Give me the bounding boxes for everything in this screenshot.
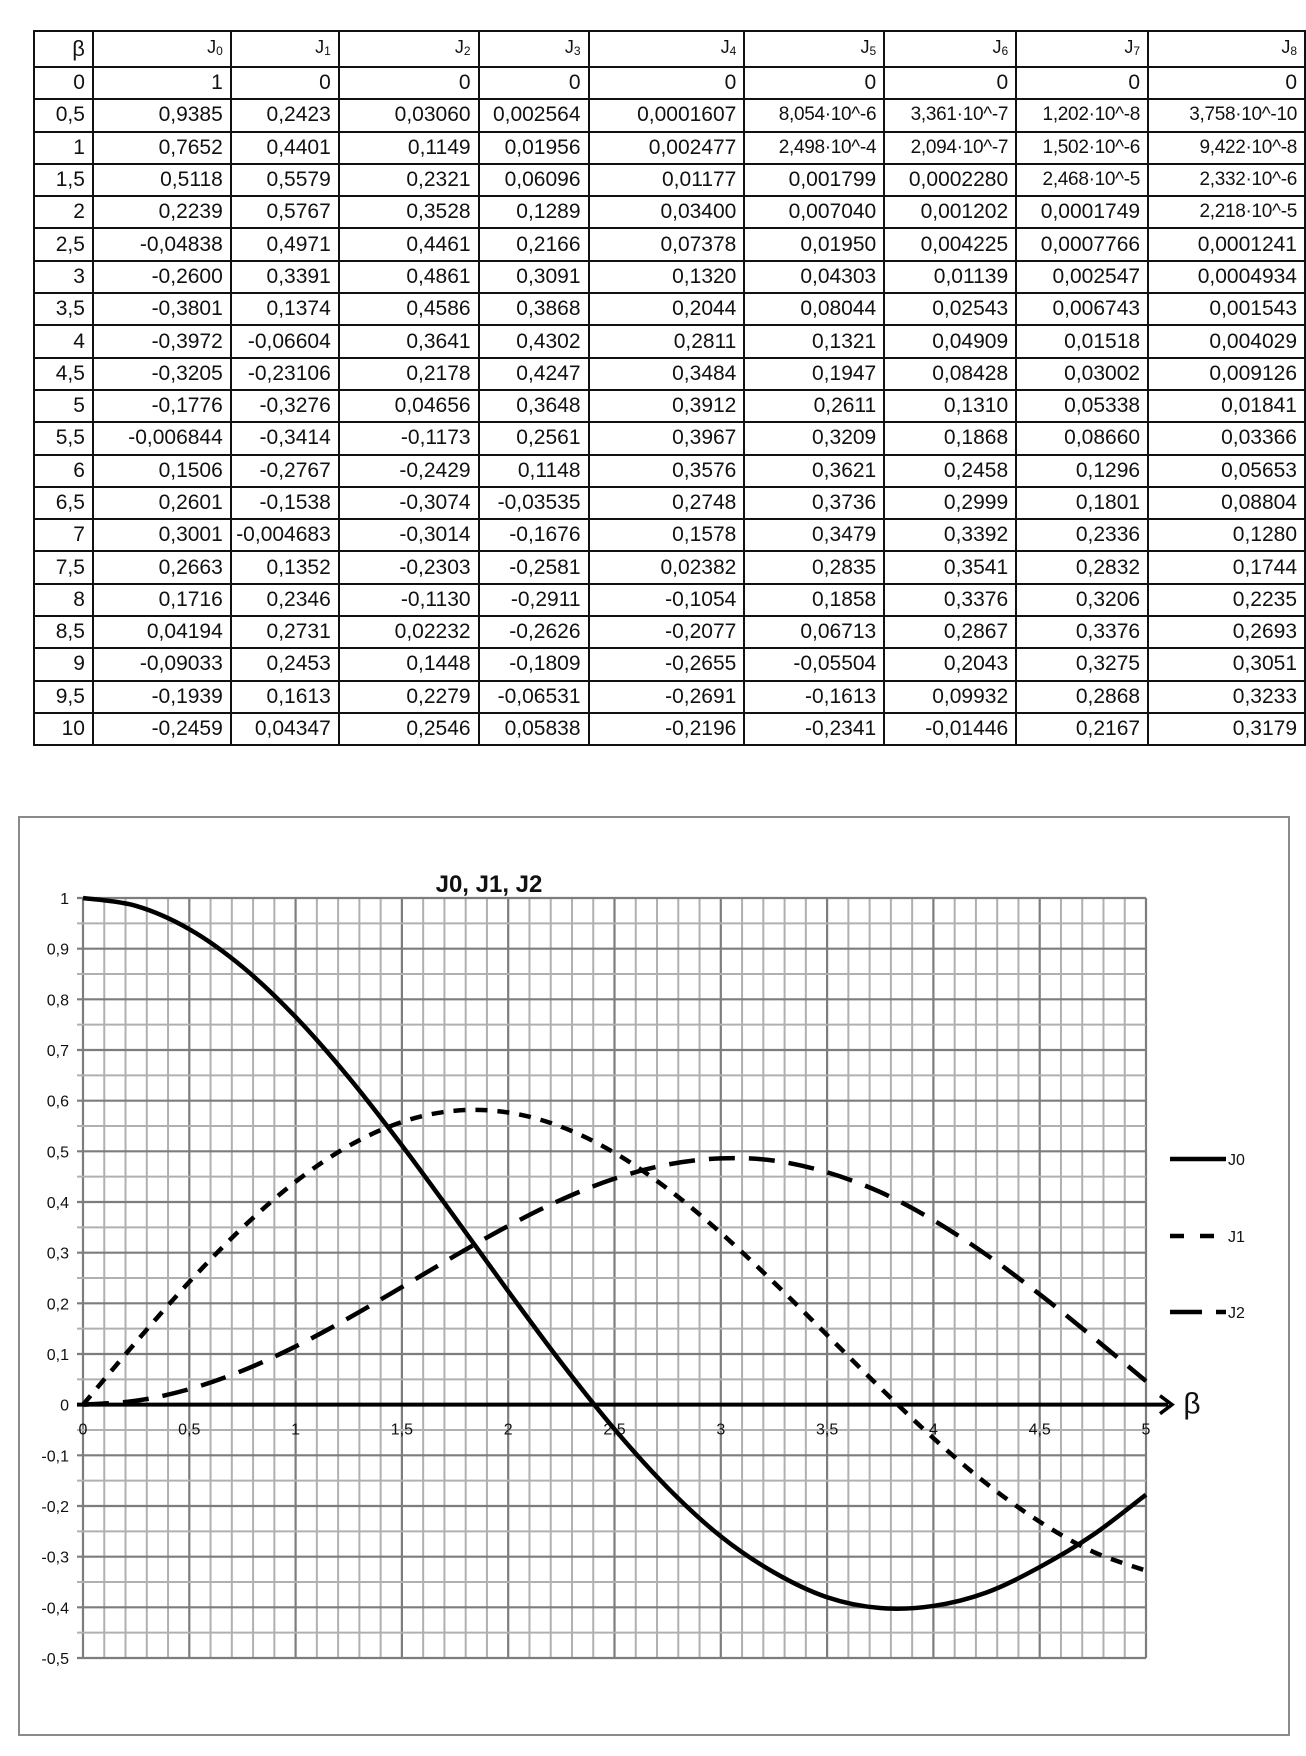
value-cell: -0,2626 xyxy=(479,616,589,648)
value-cell: 0,2832 xyxy=(1016,551,1148,583)
x-tick-label: 0 xyxy=(78,1421,88,1439)
value-cell: -0,06604 xyxy=(231,325,339,357)
value-cell: 0,1858 xyxy=(744,584,884,616)
y-tick-label: 0,3 xyxy=(46,1245,69,1263)
header-subscript: 6 xyxy=(1001,44,1009,58)
value-cell: 0,3868 xyxy=(479,293,589,325)
value-cell: 2,468·10^-5 xyxy=(1016,164,1148,196)
value-cell: -0,1776 xyxy=(93,390,231,422)
value-cell: 0,3576 xyxy=(589,455,745,487)
value-cell: -0,23106 xyxy=(231,358,339,390)
value-cell: 0,3179 xyxy=(1148,713,1305,745)
beta-cell: 5,5 xyxy=(34,422,93,454)
header-subscript: 4 xyxy=(729,44,737,58)
beta-cell: 8,5 xyxy=(34,616,93,648)
y-tick-label: -0,4 xyxy=(41,1600,69,1618)
value-cell: 0,0001607 xyxy=(589,99,745,131)
value-cell: 0,2167 xyxy=(1016,713,1148,745)
value-cell: 0,1149 xyxy=(339,132,479,164)
value-cell: 0,3912 xyxy=(589,390,745,422)
value-cell: 0,2601 xyxy=(93,487,231,519)
beta-cell: 2,5 xyxy=(34,228,93,260)
header-symbol: J xyxy=(720,37,730,57)
value-cell: 0,01139 xyxy=(884,261,1016,293)
beta-cell: 5 xyxy=(34,390,93,422)
value-cell: 0,2239 xyxy=(93,196,231,228)
value-cell: 0,2336 xyxy=(1016,519,1148,551)
value-cell: 0,08044 xyxy=(744,293,884,325)
value-cell: 0,009126 xyxy=(1148,358,1305,390)
value-cell: 0,06096 xyxy=(479,164,589,196)
value-cell: 0,1374 xyxy=(231,293,339,325)
beta-cell: 8 xyxy=(34,584,93,616)
value-cell: -0,3074 xyxy=(339,487,479,519)
legend-label: J2 xyxy=(1228,1305,1245,1322)
value-cell: 2,218·10^-5 xyxy=(1148,196,1305,228)
value-cell: 0,05338 xyxy=(1016,390,1148,422)
value-cell: 3,758·10^-10 xyxy=(1148,99,1305,131)
value-cell: 0,07378 xyxy=(589,228,745,260)
value-cell: -0,05504 xyxy=(744,648,884,680)
value-cell: 0,2546 xyxy=(339,713,479,745)
value-cell: 0,3736 xyxy=(744,487,884,519)
value-cell: -0,2655 xyxy=(589,648,745,680)
value-cell: 0 xyxy=(884,67,1016,99)
header-subscript: 7 xyxy=(1133,44,1141,58)
value-cell: -0,1939 xyxy=(93,681,231,713)
value-cell: 0,2811 xyxy=(589,325,745,357)
value-cell: 0 xyxy=(744,67,884,99)
value-cell: 0,09932 xyxy=(884,681,1016,713)
value-cell: 0,002477 xyxy=(589,132,745,164)
beta-cell: 0 xyxy=(34,67,93,99)
value-cell: 0,04347 xyxy=(231,713,339,745)
value-cell: 0,04656 xyxy=(339,390,479,422)
header-symbol: J xyxy=(454,37,464,57)
y-tick-label: -0,2 xyxy=(41,1499,69,1516)
x-tick-label: 0,5 xyxy=(178,1421,201,1439)
value-cell: 0,3641 xyxy=(339,325,479,357)
value-cell: 0,3484 xyxy=(589,358,745,390)
value-cell: 0,08804 xyxy=(1148,487,1305,519)
value-cell: 0,04909 xyxy=(884,325,1016,357)
x-tick-label: 3 xyxy=(716,1421,726,1439)
x-tick-label: 4 xyxy=(928,1421,938,1439)
value-cell: -0,04838 xyxy=(93,228,231,260)
value-cell: 0,4247 xyxy=(479,358,589,390)
beta-cell: 3 xyxy=(34,261,93,293)
value-cell: 0,1801 xyxy=(1016,487,1148,519)
value-cell: 0,03366 xyxy=(1148,422,1305,454)
beta-cell: 0,5 xyxy=(34,99,93,131)
value-cell: 0,004029 xyxy=(1148,325,1305,357)
value-cell: 0,2663 xyxy=(93,551,231,583)
value-cell: 0,1613 xyxy=(231,681,339,713)
value-cell: -0,006844 xyxy=(93,422,231,454)
value-cell: -0,3801 xyxy=(93,293,231,325)
value-cell: 0,1506 xyxy=(93,455,231,487)
value-cell: 0,08660 xyxy=(1016,422,1148,454)
value-cell: 0,0001241 xyxy=(1148,228,1305,260)
value-cell: -0,2341 xyxy=(744,713,884,745)
value-cell: 0,02543 xyxy=(884,293,1016,325)
value-cell: 0,5579 xyxy=(231,164,339,196)
x-tick-label: 1 xyxy=(291,1421,301,1439)
beta-cell: 9 xyxy=(34,648,93,680)
value-cell: -0,2429 xyxy=(339,455,479,487)
header-symbol: β xyxy=(72,36,85,61)
value-cell: -0,2459 xyxy=(93,713,231,745)
value-cell: 0,2346 xyxy=(231,584,339,616)
value-cell: 0,2611 xyxy=(744,390,884,422)
value-cell: 0,2868 xyxy=(1016,681,1148,713)
value-cell: 0,01956 xyxy=(479,132,589,164)
value-cell: 0,4861 xyxy=(339,261,479,293)
beta-cell: 6 xyxy=(34,455,93,487)
value-cell: -0,3414 xyxy=(231,422,339,454)
beta-cell: 6,5 xyxy=(34,487,93,519)
value-cell: -0,1054 xyxy=(589,584,745,616)
value-cell: 0,2731 xyxy=(231,616,339,648)
value-cell: 0,2166 xyxy=(479,228,589,260)
value-cell: 2,094·10^-7 xyxy=(884,132,1016,164)
beta-cell: 10 xyxy=(34,713,93,745)
value-cell: -0,01446 xyxy=(884,713,1016,745)
header-symbol: J xyxy=(564,37,574,57)
header-symbol: J xyxy=(860,37,870,57)
value-cell: 1 xyxy=(93,67,231,99)
value-cell: 0,1320 xyxy=(589,261,745,293)
value-cell: 0,2279 xyxy=(339,681,479,713)
y-tick-label: 0,7 xyxy=(46,1043,69,1060)
value-cell: 0,01518 xyxy=(1016,325,1148,357)
value-cell: 0,5118 xyxy=(93,164,231,196)
header-symbol: J xyxy=(207,37,217,57)
y-tick-label: -0,3 xyxy=(41,1549,69,1567)
value-cell: 0,3967 xyxy=(589,422,745,454)
value-cell: 0,04303 xyxy=(744,261,884,293)
header-subscript: 5 xyxy=(869,44,877,58)
value-cell: -0,004683 xyxy=(231,519,339,551)
value-cell: 0,2043 xyxy=(884,648,1016,680)
value-cell: 0,2044 xyxy=(589,293,745,325)
y-tick-label: 0,8 xyxy=(46,992,69,1010)
y-tick-label: 0 xyxy=(60,1397,69,1415)
value-cell: 0,002564 xyxy=(479,99,589,131)
value-cell: 0 xyxy=(1148,67,1305,99)
y-tick-label: 0,6 xyxy=(46,1093,69,1111)
value-cell: 0,01841 xyxy=(1148,390,1305,422)
value-cell: 0,4971 xyxy=(231,228,339,260)
beta-cell: 9,5 xyxy=(34,681,93,713)
beta-cell: 4,5 xyxy=(34,358,93,390)
value-cell: 0,2453 xyxy=(231,648,339,680)
value-cell: 0,002547 xyxy=(1016,261,1148,293)
value-cell: 0,4461 xyxy=(339,228,479,260)
value-cell: -0,06531 xyxy=(479,681,589,713)
value-cell: 0,3391 xyxy=(231,261,339,293)
beta-cell: 2 xyxy=(34,196,93,228)
value-cell: 2,332·10^-6 xyxy=(1148,164,1305,196)
value-cell: 0,3051 xyxy=(1148,648,1305,680)
value-cell: -0,2911 xyxy=(479,584,589,616)
value-cell: 0,007040 xyxy=(744,196,884,228)
value-cell: 9,422·10^-8 xyxy=(1148,132,1305,164)
value-cell: 0,1280 xyxy=(1148,519,1305,551)
value-cell: 3,361·10^-7 xyxy=(884,99,1016,131)
chart-title: J0, J1, J2 xyxy=(435,871,543,898)
header-symbol: J xyxy=(1124,37,1134,57)
value-cell: 0,3091 xyxy=(479,261,589,293)
value-cell: -0,1538 xyxy=(231,487,339,519)
value-cell: 0,3001 xyxy=(93,519,231,551)
value-cell: 0,3275 xyxy=(1016,648,1148,680)
beta-cell: 7 xyxy=(34,519,93,551)
y-tick-label: 0,4 xyxy=(46,1195,69,1212)
y-tick-label: 0,5 xyxy=(46,1144,69,1162)
value-cell: 0,2423 xyxy=(231,99,339,131)
value-cell: -0,2196 xyxy=(589,713,745,745)
value-cell: 0,1352 xyxy=(231,551,339,583)
value-cell: 0,3206 xyxy=(1016,584,1148,616)
value-cell: 0,9385 xyxy=(93,99,231,131)
value-cell: 0,3479 xyxy=(744,519,884,551)
value-cell: 2,498·10^-4 xyxy=(744,132,884,164)
value-cell: 0,2458 xyxy=(884,455,1016,487)
value-cell: 0,3648 xyxy=(479,390,589,422)
value-cell: 0,1289 xyxy=(479,196,589,228)
value-cell: 0,1296 xyxy=(1016,455,1148,487)
value-cell: 0,1868 xyxy=(884,422,1016,454)
value-cell: -0,1676 xyxy=(479,519,589,551)
header-subscript: 3 xyxy=(573,44,581,58)
y-tick-label: 0,2 xyxy=(46,1296,69,1314)
x-tick-label: 5 xyxy=(1141,1421,1151,1439)
value-cell: -0,09033 xyxy=(93,648,231,680)
value-cell: 0,0001749 xyxy=(1016,196,1148,228)
value-cell: 0,3376 xyxy=(884,584,1016,616)
header-subscript: 1 xyxy=(324,44,331,58)
x-tick-label: 1,5 xyxy=(390,1421,414,1439)
value-cell: 0,06713 xyxy=(744,616,884,648)
value-cell: -0,03535 xyxy=(479,487,589,519)
value-cell: 0,1448 xyxy=(339,648,479,680)
value-cell: 0,05838 xyxy=(479,713,589,745)
value-cell: 0,3541 xyxy=(884,551,1016,583)
value-cell: 0,03400 xyxy=(589,196,745,228)
value-cell: 0,01950 xyxy=(744,228,884,260)
legend-label: J1 xyxy=(1228,1229,1245,1246)
value-cell: 0,08428 xyxy=(884,358,1016,390)
value-cell: -0,2077 xyxy=(589,616,745,648)
value-cell: 0,7652 xyxy=(93,132,231,164)
header-symbol: J xyxy=(315,37,325,57)
beta-cell: 7,5 xyxy=(34,551,93,583)
header-symbol: J xyxy=(1281,37,1291,57)
value-cell: 0,2561 xyxy=(479,422,589,454)
value-cell: 0,2835 xyxy=(744,551,884,583)
value-cell: 0,2321 xyxy=(339,164,479,196)
value-cell: 0,02382 xyxy=(589,551,745,583)
value-cell: 0,001202 xyxy=(884,196,1016,228)
value-cell: 0,0002280 xyxy=(884,164,1016,196)
x-tick-label: 4,5 xyxy=(1028,1421,1051,1439)
y-tick-label: 0,9 xyxy=(46,941,69,959)
value-cell: 0,1310 xyxy=(884,390,1016,422)
value-cell: 0,2748 xyxy=(589,487,745,519)
header-subscript: 2 xyxy=(463,44,471,58)
value-cell: 0,5767 xyxy=(231,196,339,228)
value-cell: 0,0007766 xyxy=(1016,228,1148,260)
value-cell: 0,2178 xyxy=(339,358,479,390)
beta-cell: 3,5 xyxy=(34,293,93,325)
header-subscript: 0 xyxy=(216,44,223,58)
value-cell: 0,03002 xyxy=(1016,358,1148,390)
value-cell: 0,2693 xyxy=(1148,616,1305,648)
beta-cell: 4 xyxy=(34,325,93,357)
value-cell: 0,1148 xyxy=(479,455,589,487)
value-cell: 0 xyxy=(479,67,589,99)
y-tick-label: 0,1 xyxy=(46,1347,69,1364)
value-cell: 0,1578 xyxy=(589,519,745,551)
x-axis-label: β xyxy=(1183,1387,1201,1421)
value-cell: 0,4586 xyxy=(339,293,479,325)
value-cell: -0,1130 xyxy=(339,584,479,616)
header-subscript: 8 xyxy=(1290,44,1297,58)
value-cell: 1,202·10^-8 xyxy=(1016,99,1148,131)
header-symbol: J xyxy=(992,37,1002,57)
value-cell: -0,3014 xyxy=(339,519,479,551)
value-cell: 0,1321 xyxy=(744,325,884,357)
value-cell: 0,3376 xyxy=(1016,616,1148,648)
value-cell: 0,04194 xyxy=(93,616,231,648)
value-cell: 0,1744 xyxy=(1148,551,1305,583)
value-cell: -0,2581 xyxy=(479,551,589,583)
value-cell: 0,2867 xyxy=(884,616,1016,648)
value-cell: -0,3276 xyxy=(231,390,339,422)
value-cell: 0,2999 xyxy=(884,487,1016,519)
value-cell: -0,2767 xyxy=(231,455,339,487)
value-cell: 0,3209 xyxy=(744,422,884,454)
beta-cell: 1 xyxy=(34,132,93,164)
x-tick-label: 3,5 xyxy=(815,1421,839,1439)
value-cell: 0,3528 xyxy=(339,196,479,228)
value-cell: -0,1613 xyxy=(744,681,884,713)
value-cell: -0,2303 xyxy=(339,551,479,583)
value-cell: 0,004225 xyxy=(884,228,1016,260)
beta-cell: 1,5 xyxy=(34,164,93,196)
y-tick-label: -0,1 xyxy=(41,1448,69,1466)
value-cell: 0 xyxy=(589,67,745,99)
value-cell: 0,3233 xyxy=(1148,681,1305,713)
value-cell: 0,001799 xyxy=(744,164,884,196)
value-cell: -0,1173 xyxy=(339,422,479,454)
value-cell: -0,2600 xyxy=(93,261,231,293)
value-cell: 0,05653 xyxy=(1148,455,1305,487)
y-tick-label: 1 xyxy=(60,891,69,908)
value-cell: -0,1809 xyxy=(479,648,589,680)
value-cell: 0,1716 xyxy=(93,584,231,616)
value-cell: 0,4401 xyxy=(231,132,339,164)
value-cell: -0,3205 xyxy=(93,358,231,390)
x-tick-label: 2 xyxy=(503,1421,513,1439)
value-cell: 0,02232 xyxy=(339,616,479,648)
value-cell: 0,4302 xyxy=(479,325,589,357)
y-tick-label: -0,5 xyxy=(41,1651,69,1668)
value-cell: -0,2691 xyxy=(589,681,745,713)
value-cell: 0 xyxy=(339,67,479,99)
value-cell: 8,054·10^-6 xyxy=(744,99,884,131)
value-cell: 0 xyxy=(231,67,339,99)
value-cell: 0,3621 xyxy=(744,455,884,487)
value-cell: 0,006743 xyxy=(1016,293,1148,325)
value-cell: -0,3972 xyxy=(93,325,231,357)
value-cell: 1,502·10^-6 xyxy=(1016,132,1148,164)
value-cell: 0,01177 xyxy=(589,164,745,196)
x-tick-label: 2,5 xyxy=(603,1421,626,1439)
value-cell: 0,03060 xyxy=(339,99,479,131)
value-cell: 0,1947 xyxy=(744,358,884,390)
value-cell: 0,001543 xyxy=(1148,293,1305,325)
value-cell: 0,0004934 xyxy=(1148,261,1305,293)
value-cell: 0,2235 xyxy=(1148,584,1305,616)
value-cell: 0,3392 xyxy=(884,519,1016,551)
value-cell: 0 xyxy=(1016,67,1148,99)
legend-label: J0 xyxy=(1228,1152,1245,1169)
